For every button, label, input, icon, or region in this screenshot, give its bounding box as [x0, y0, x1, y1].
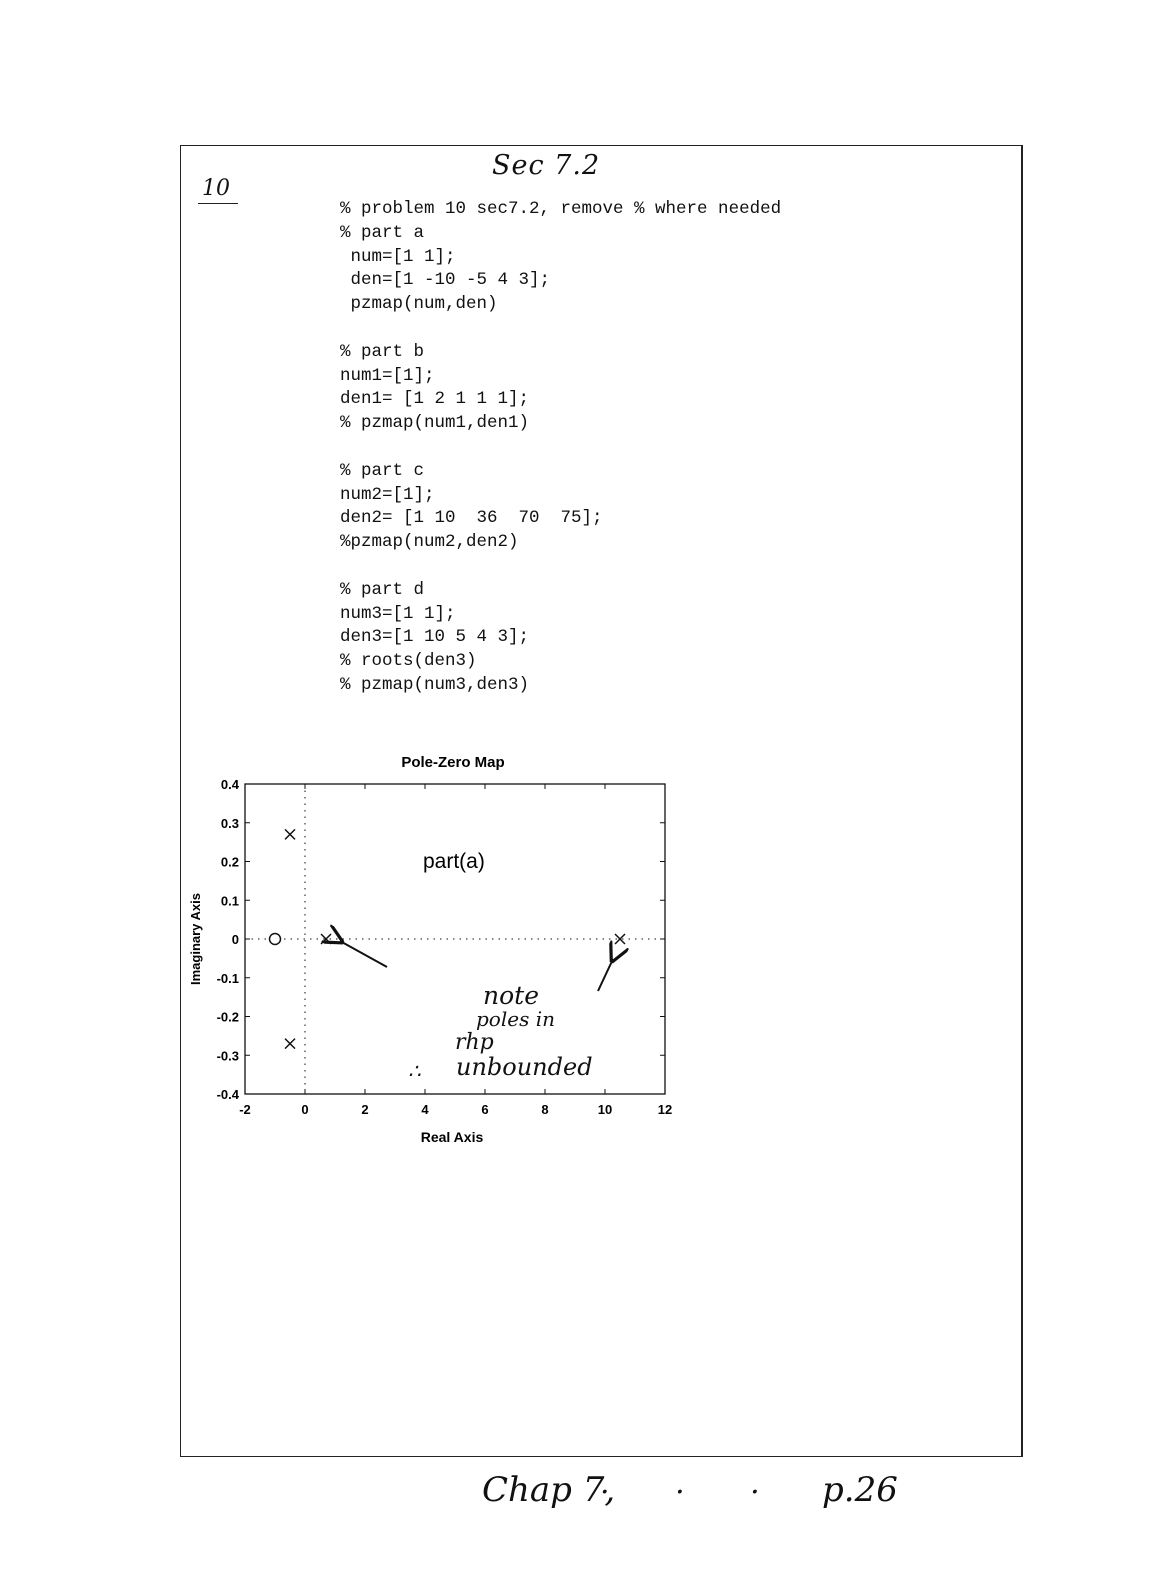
note-line-4: unbounded [456, 1053, 593, 1081]
note-line-2: poles in [476, 1007, 555, 1031]
code-line: % problem 10 sec7.2, remove % where needed [340, 199, 782, 219]
x-tick-label: 12 [657, 1102, 673, 1117]
code-line: % roots(den3) [340, 651, 477, 672]
code-line [340, 436, 781, 460]
zero-marker [270, 934, 281, 945]
x-axis-label: Real Axis [420, 1129, 484, 1145]
code-line: %pzmap(num2,den2) [340, 532, 519, 553]
y-tick-label: 0.2 [220, 854, 239, 870]
code-line: pzmap(num,den) [340, 294, 498, 315]
code-line: den2= [1 10 36 70 75]; [340, 508, 603, 529]
y-tick-label: -0.4 [216, 1087, 239, 1102]
code-line: num=[1 1]; [340, 246, 456, 267]
annotation-arrow-right [598, 959, 613, 991]
code-line: den1= [1 2 1 1 1]; [340, 389, 530, 410]
pole-zero-chart [180, 745, 700, 1165]
axis-ticks [217, 777, 673, 1117]
code-line [340, 555, 781, 579]
x-tick-label: 10 [597, 1102, 613, 1117]
code-line: num3=[1 1]; [340, 603, 456, 624]
handwritten-note [408, 981, 593, 1083]
footer-page-number: p.26 [822, 1470, 898, 1510]
code-line: num2=[1]; [340, 484, 435, 505]
footer-chapter: Chap 7, [482, 1470, 616, 1510]
matlab-code-block [340, 198, 781, 698]
x-tick-label: 6 [481, 1102, 489, 1117]
y-tick-label: 0.4 [220, 777, 239, 792]
y-tick-label: -0.2 [216, 1009, 239, 1025]
x-tick-label: 0 [301, 1102, 309, 1117]
x-tick-label: 2 [361, 1102, 369, 1117]
footer-dots: · · · [600, 1475, 788, 1510]
y-tick-label: -0.3 [216, 1048, 239, 1064]
chart-title: Pole-Zero Map [401, 754, 505, 771]
code-line: % part b [340, 341, 425, 362]
code-line: % pzmap(num1,den1) [340, 413, 530, 434]
pole-marker [285, 829, 295, 839]
code-line: % pzmap(num3,den3) [340, 674, 530, 695]
pole-marker [285, 1039, 295, 1049]
therefore-symbol: ∴ [408, 1059, 421, 1083]
y-axis-label: Imaginary Axis [188, 892, 203, 986]
y-tick-label: -0.1 [216, 970, 239, 986]
code-line: den3=[1 10 5 4 3]; [340, 627, 530, 648]
code-line: % part d [340, 579, 425, 600]
code-line: % part c [340, 460, 425, 481]
code-line: % part a [340, 222, 425, 243]
y-tick-label: 0.3 [220, 815, 239, 831]
note-line-1: note [483, 981, 539, 1010]
section-heading: Sec 7.2 [492, 150, 601, 181]
part-label: part(a) [423, 850, 485, 873]
note-line-3: rhp [455, 1030, 494, 1055]
x-tick-label: 4 [421, 1102, 429, 1117]
x-tick-label: 8 [541, 1102, 549, 1117]
y-tick-label: 0.1 [220, 893, 239, 909]
code-line: num1=[1]; [340, 365, 435, 386]
problem-number: 10 [198, 176, 238, 204]
x-tick-label: -2 [239, 1102, 251, 1117]
code-line [340, 317, 781, 341]
code-line: den=[1 -10 -5 4 3]; [340, 270, 551, 291]
annotation-arrow-left [340, 941, 387, 967]
y-tick-label: 0 [231, 932, 239, 947]
